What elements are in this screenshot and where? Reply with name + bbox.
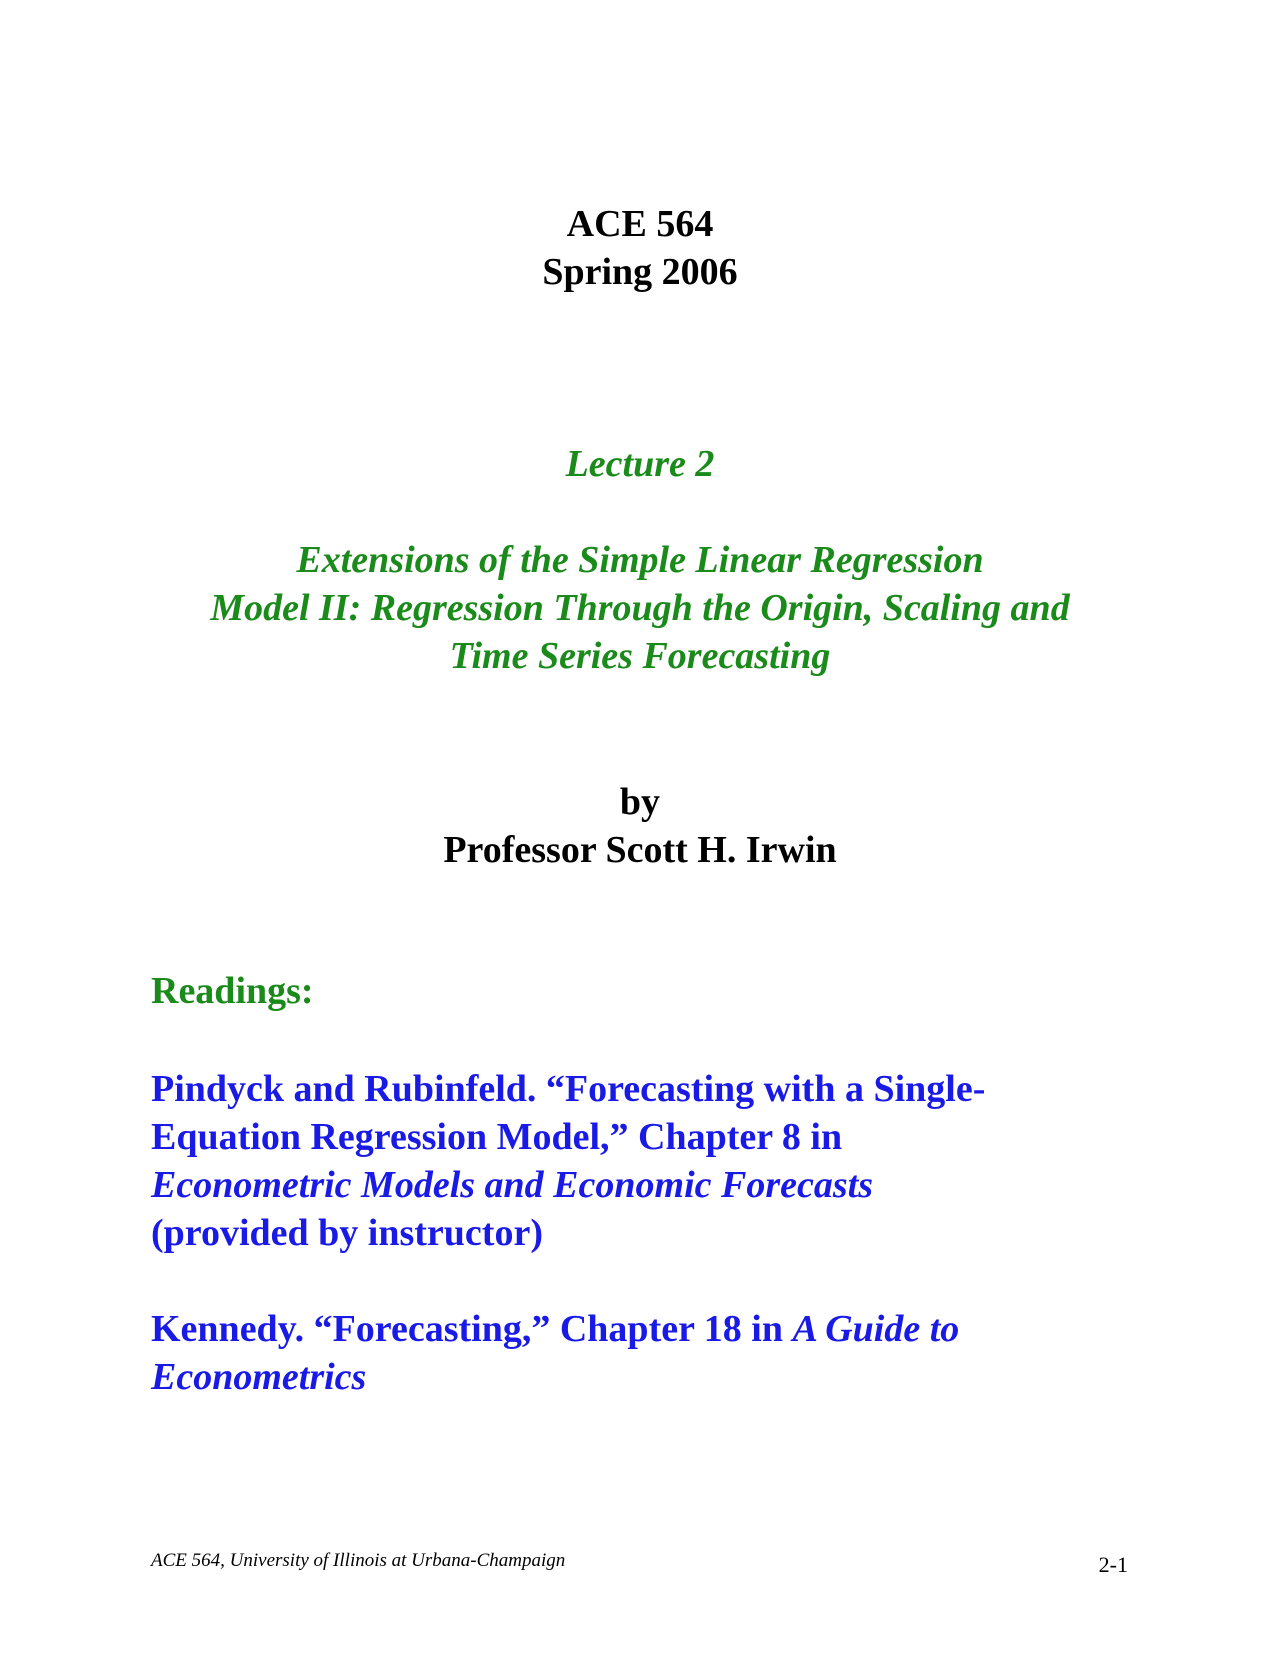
lecture-title-line-1: Extensions of the Simple Linear Regression — [296, 539, 984, 581]
reading-2-book-title-part-1: A Guide to — [792, 1308, 960, 1350]
author-name: Professor Scott H. Irwin — [443, 829, 837, 871]
page-number: 2-1 — [1098, 1552, 1128, 1577]
lecture-title — [140, 536, 1140, 680]
footer-institution: ACE 564, University of Illinois at Urbana-Champaign — [151, 1550, 566, 1571]
reading-1-line-2: Equation Regression Model,” Chapter 8 in — [151, 1116, 843, 1158]
reading-1-book-title: Econometric Models and Economic Forecasts — [151, 1164, 873, 1206]
author-block — [0, 778, 1280, 874]
course-code: ACE 564 — [566, 203, 714, 245]
reading-2-book-title-part-2: Econometrics — [151, 1356, 367, 1398]
readings-heading: Readings: — [151, 970, 314, 1012]
course-term: Spring 2006 — [542, 251, 738, 293]
reading-2-line-1 — [151, 1305, 1151, 1353]
lecture-number: Lecture 2 — [565, 443, 715, 485]
reading-2-citation: Kennedy. “Forecasting,” Chapter 18 in — [151, 1308, 793, 1350]
reading-1-line-1: Pindyck and Rubinfeld. “Forecasting with a Single- — [151, 1068, 986, 1110]
reading-1-line-4: (provided by instructor) — [151, 1212, 543, 1254]
course-header — [0, 200, 1280, 296]
lecture-title-line-3: Time Series Forecasting — [449, 635, 831, 677]
lecture-title-line-2: Model II: Regression Through the Origin, Scaling and — [210, 587, 1070, 629]
reading-item — [151, 1305, 1151, 1401]
reading-item — [151, 1065, 1151, 1257]
by-label: by — [619, 781, 661, 823]
